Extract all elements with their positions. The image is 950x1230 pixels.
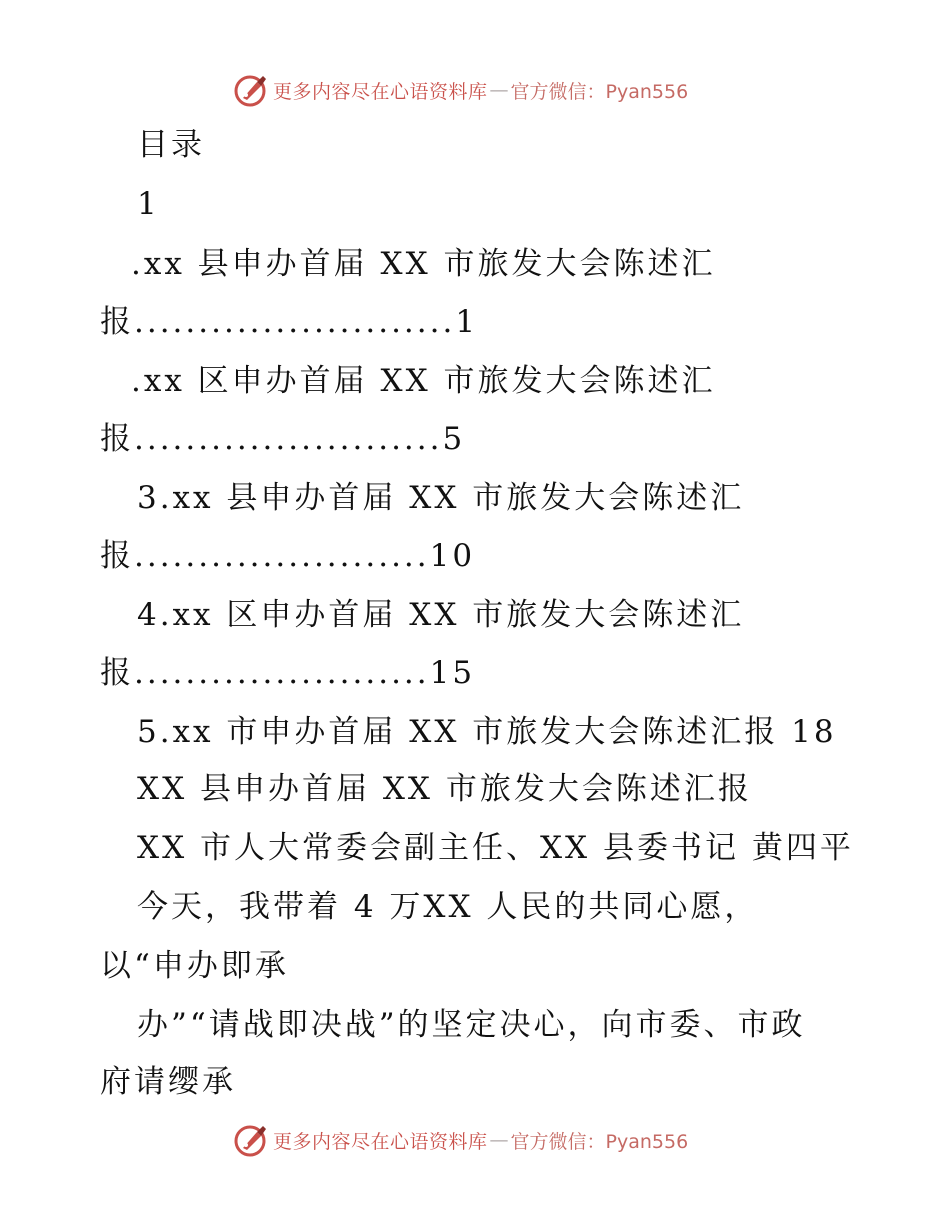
footer-watermark — [233, 1120, 688, 1160]
toc-entry-1-title: .xx 县申办首届 XX 市旅发大会陈述汇 — [131, 246, 716, 282]
pen-logo-icon — [233, 1122, 269, 1158]
toc-entry-3-title: 3.xx 县申办首届 XX 市旅发大会陈述汇 — [137, 480, 745, 516]
watermark-text: 更多内容尽在心语资料库 — [273, 80, 488, 103]
toc-entry-2-title: .xx 区申办首届 XX 市旅发大会陈述汇 — [131, 363, 716, 399]
paragraph-line: 今天，我带着 4 万XX 人民的共同心愿， — [137, 889, 759, 925]
article-title: XX 县申办首届 XX 市旅发大会陈述汇报 — [137, 771, 752, 807]
watermark-wechat: 官方微信：Pyan556 — [510, 80, 689, 103]
article-author: XX 市人大常委会副主任、XX 县委书记 黄四平 — [137, 830, 854, 866]
paragraph-line: 府请缨承 — [100, 1064, 236, 1100]
paragraph-line: 以“申办即承 — [100, 948, 289, 984]
header-watermark — [233, 70, 688, 110]
toc-number: 1 — [137, 186, 160, 222]
paragraph-line: 办”“请战即决战”的坚定决心，向市委、市政 — [137, 1007, 806, 1043]
toc-entry-1-page: 报.........................1 — [100, 304, 479, 340]
toc-entry-3-page: 报.......................10 — [100, 538, 476, 574]
watermark-text: 更多内容尽在心语资料库 — [273, 1130, 488, 1153]
toc-entry-4-page: 报.......................15 — [100, 655, 476, 691]
toc-entry-5: 5.xx 市申办首届 XX 市旅发大会陈述汇报 18 — [137, 714, 837, 750]
watermark-wechat: 官方微信：Pyan556 — [510, 1130, 689, 1153]
watermark-separator: — — [489, 79, 509, 101]
toc-entry-2-page: 报........................5 — [100, 421, 466, 457]
pen-logo-icon — [233, 72, 269, 108]
toc-entry-4-title: 4.xx 区申办首届 XX 市旅发大会陈述汇 — [137, 597, 745, 633]
watermark-separator: — — [489, 1129, 509, 1151]
toc-heading: 目录 — [137, 127, 205, 163]
